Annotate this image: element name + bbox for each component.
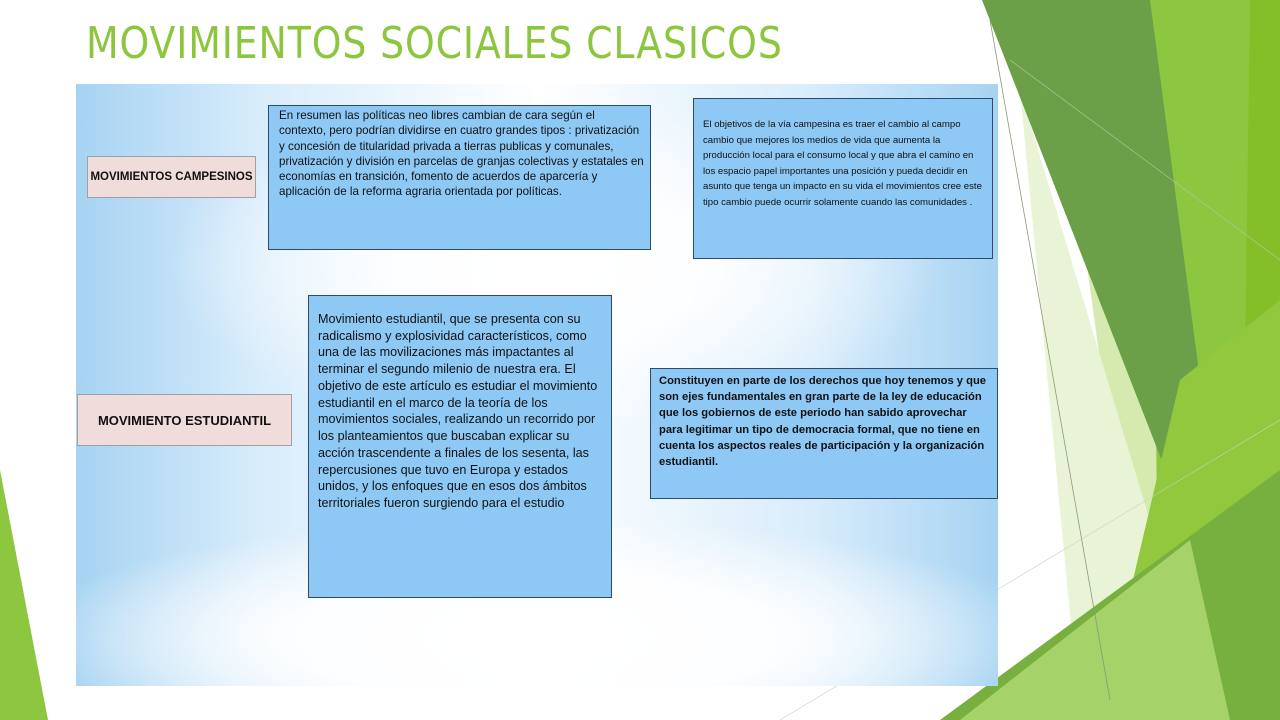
label-movimientos-campesinos [87, 156, 256, 198]
label-movimientos-campesinos-text: MOVIMIENTOS CAMPESINOS [90, 170, 253, 183]
label-movimiento-estudiantil [77, 394, 292, 446]
box-derechos-estudiantiles: Constituyen en parte de los derechos que hoy tenemos y que son ejes fundamentales en gran parte de la ley de educación que los gobiernos de este periodo han sabido aprovechar para legitimar un tipo de democracia formal, que no tiene en cuenta los aspectos reales de participación y la organización estudiantil. [650, 368, 998, 499]
diagram-image [76, 84, 998, 686]
label-movimiento-estudiantil-text: MOVIMIENTO ESTUDIANTIL [97, 412, 272, 428]
box-politicas-neoliberales: En resumen las políticas neo libres cambian de cara según el contexto, pero podrían dividirse en cuatro grandes tipos : privatización y concesión de titularidad privada a tierras publicas y comunales, privatización y división en parcelas de granjas colectivas y estatales en economías en transición, fomento de acuerdos de aparcería y aplicación de la reforma agraria orientada por políticas. [268, 105, 651, 250]
slide-title: MOVIMIENTOS SOCIALES CLASICOS [86, 18, 783, 69]
box-via-campesina: El objetivos de la vía campesina es traer el cambio al campo cambio que mejores los medios de vida que aumenta la producción local para el consumo local y que abra el camino en los espacio papel importantes una posición y pueda decidir en asunto que tenga un impacto en su vida el movimientos cree este tipo cambio puede ocurrir solamente cuando las comunidades . [693, 98, 993, 259]
box-movimiento-estudiantil-description: Movimiento estudiantil, que se presenta con su radicalismo y explosividad característicos, como una de las movilizaciones más impactantes al terminar el segundo milenio de nuestra era. El objetivo de este artículo es estudiar el movimiento estudiantil en el marco de la teoría de los movimientos sociales, realizando un recorrido por los planteamientos que buscaban explicar su acción trascendente a finales de los sesenta, las repercusiones que tuvo en Europa y estados unidos, y los enfoques que en esos dos ámbitos territoriales fueron surgiendo para el estudio [308, 295, 612, 598]
left-green-triangle [0, 470, 48, 720]
